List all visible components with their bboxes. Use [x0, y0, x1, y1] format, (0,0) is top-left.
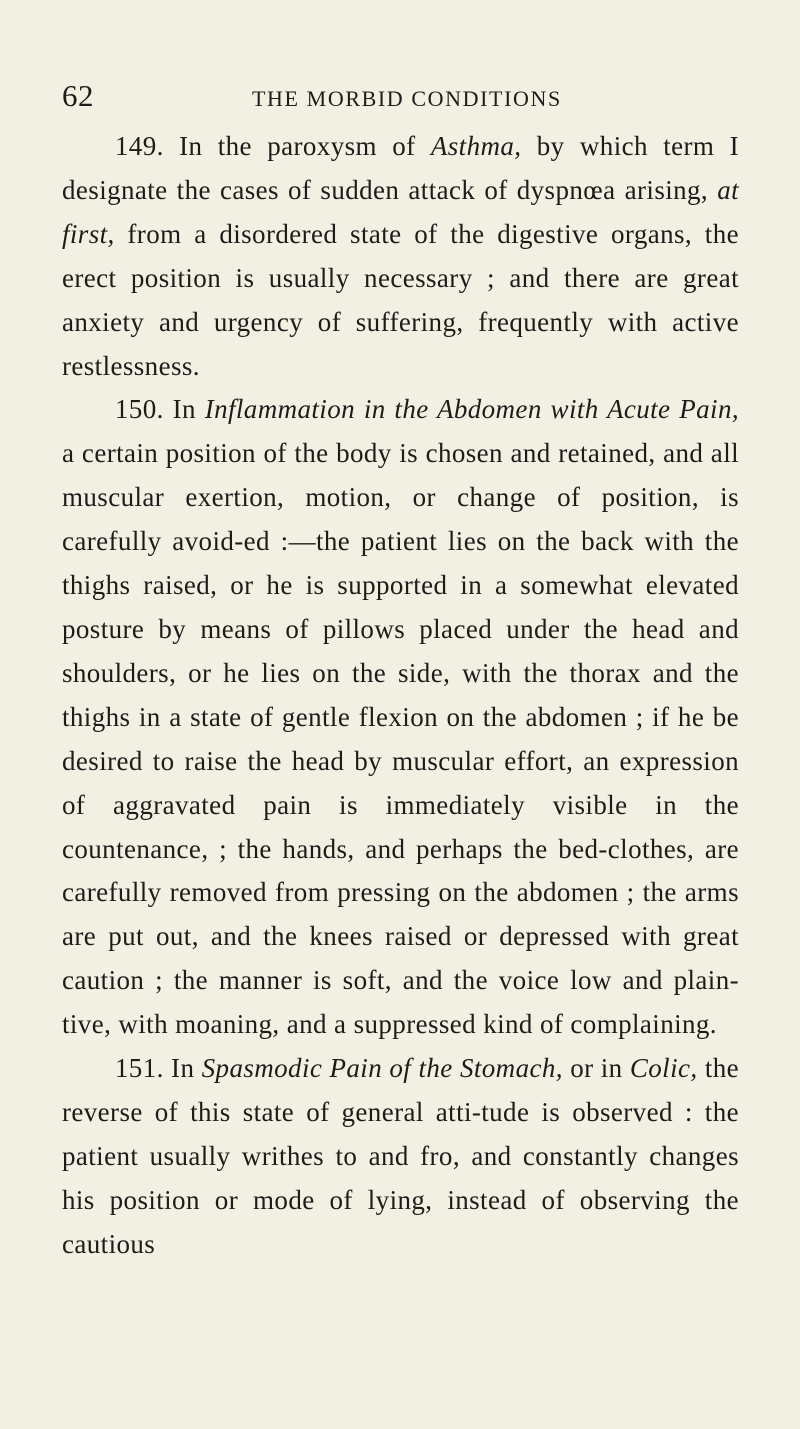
paragraph-number: 150.: [114, 394, 164, 425]
page-number: 62: [62, 78, 94, 113]
text-segment: In the paroxysm of: [163, 131, 431, 161]
italic-term: Asthma,: [430, 131, 522, 161]
running-head: THE MORBID CONDITIONS: [252, 86, 562, 111]
italic-term: Colic,: [629, 1053, 698, 1084]
body-text: [62, 125, 739, 1267]
text-segment: In: [163, 394, 205, 425]
italic-term: Inflammation in the Abdomen with Acute Pain,: [204, 394, 739, 425]
paragraph-number: 149.: [114, 131, 164, 161]
italic-term: Spasmodic Pain of the Stomach,: [201, 1053, 563, 1084]
paragraph-number: 151.: [114, 1053, 164, 1084]
text-segment: a certain position of the body is chosen and retained, and all muscular exertion, motion, or change of position, is carefully avoid-ed :—the patient lies on the back with the thighs raised, or he is supported in a somewhat elevated posture by means of pillows placed under the head and shoulders, or he lies on the side, with the thorax and the thighs in a state of gentle flexion on the abdomen ; if he be desired to raise the head by muscular effort, an expression of aggravated pain is immediately visible in the countenance, ; the hands, and perhaps the bed-clothes, are carefully removed from pressing on the abdomen ; the arms are put out, and the knees raised or depressed with great caution ; the manner is soft, and the voice low and plain-tive, with moaning, and a suppressed kind of complaining.: [62, 438, 739, 1040]
paragraph-149: [62, 125, 739, 388]
paragraph-150: [62, 388, 739, 1047]
text-segment: from a disordered state of the digestive organs, the erect position is usually necessary ; and there are great anxiety and urgency of suffering, frequently with active restlessness.: [62, 218, 739, 381]
paragraph-151: [62, 1047, 739, 1267]
text-segment: or in: [562, 1053, 630, 1084]
text-segment: In: [163, 1053, 202, 1084]
text-segment: by which term I designate the cases of sudden attack of dyspnœa arising,: [62, 131, 740, 205]
italic-term: at first,: [62, 174, 739, 249]
page-header: [62, 76, 742, 116]
text-segment: the reverse of this state of general atti-tude is observed : the patient usually writhes to and fro, and constantly changes his position or mode of lying, instead of observing the cautious: [62, 1053, 740, 1259]
